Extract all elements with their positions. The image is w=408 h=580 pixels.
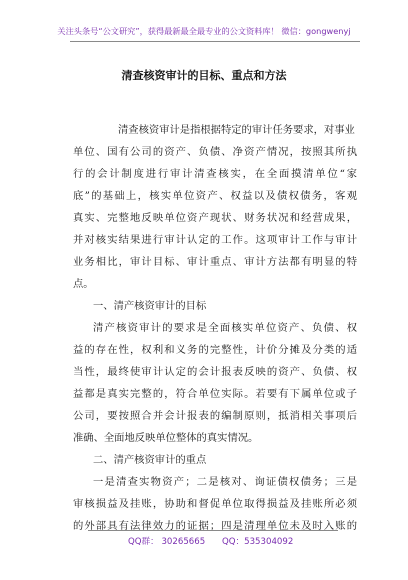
body-line: 清查核资审计是指根据特定的审计任务要求，对事业 xyxy=(118,124,355,136)
body-line: 当性，最终使审计认定的会计报表反映的资产、负债、权 xyxy=(73,366,357,378)
section-heading: 二、清产核资审计的重点 xyxy=(93,454,207,466)
footer-qq-group: QQ群： 30265665 xyxy=(128,537,206,547)
footer-qq: QQ：535304092 xyxy=(222,537,294,547)
body-line: 清产核资审计的要求是全面核实单位资产、负债、权 xyxy=(93,322,357,334)
header-divider xyxy=(70,41,360,42)
body-line: 业务相比，审计目标、审计重点、审计方法都有明显的特 xyxy=(73,256,357,268)
body-line: 益的存在性，权利和义务的完整性，计价分摊及分类的适 xyxy=(73,344,357,356)
body-line: 的外部具有法律效力的证据；四是清理单位未及时入账的 xyxy=(73,520,357,532)
body-line: 并对核实结果进行审计认定的工作。这项审计工作与审计 xyxy=(73,234,357,246)
body-line: 底”的基础上，核实单位资产、权益以及债权债务，客观 xyxy=(73,190,357,202)
body-line: 益都是真实完整的，符合单位实际。若要有下属单位或子 xyxy=(73,388,357,400)
body-line: 公司，要按照合并会计报表的编制原则，抵消相关事项后 xyxy=(73,410,357,422)
document-title: 清查核资审计的目标、重点和方法 xyxy=(121,69,287,82)
header-banner: 关注头条号“公文研究”，获得最新最全最专业的公文资料库！ 微信：gongwenyj xyxy=(57,26,351,36)
body-line: 准确、全面地反映单位整体的真实情况。 xyxy=(73,432,259,444)
footer-divider xyxy=(88,530,338,531)
body-line: 行的会计制度进行审计清查核实，在全面摸清单位“家 xyxy=(73,168,357,180)
body-line: 审核损益及挂账，协助和督促单位取得损益及挂账所必须 xyxy=(73,498,357,510)
body-line: 真实、完整地反映单位资产现状、财务状况和经营成果， xyxy=(73,212,357,224)
body-line: 点。 xyxy=(73,278,94,290)
body-line: 单位、国有公司的资产、负债、净资产情况，按照其所执 xyxy=(73,146,357,158)
body-line: 一是清查实物资产；二是核对、询证债权债务；三是 xyxy=(93,476,357,488)
section-heading: 一、清产核资审计的目标 xyxy=(93,300,207,312)
